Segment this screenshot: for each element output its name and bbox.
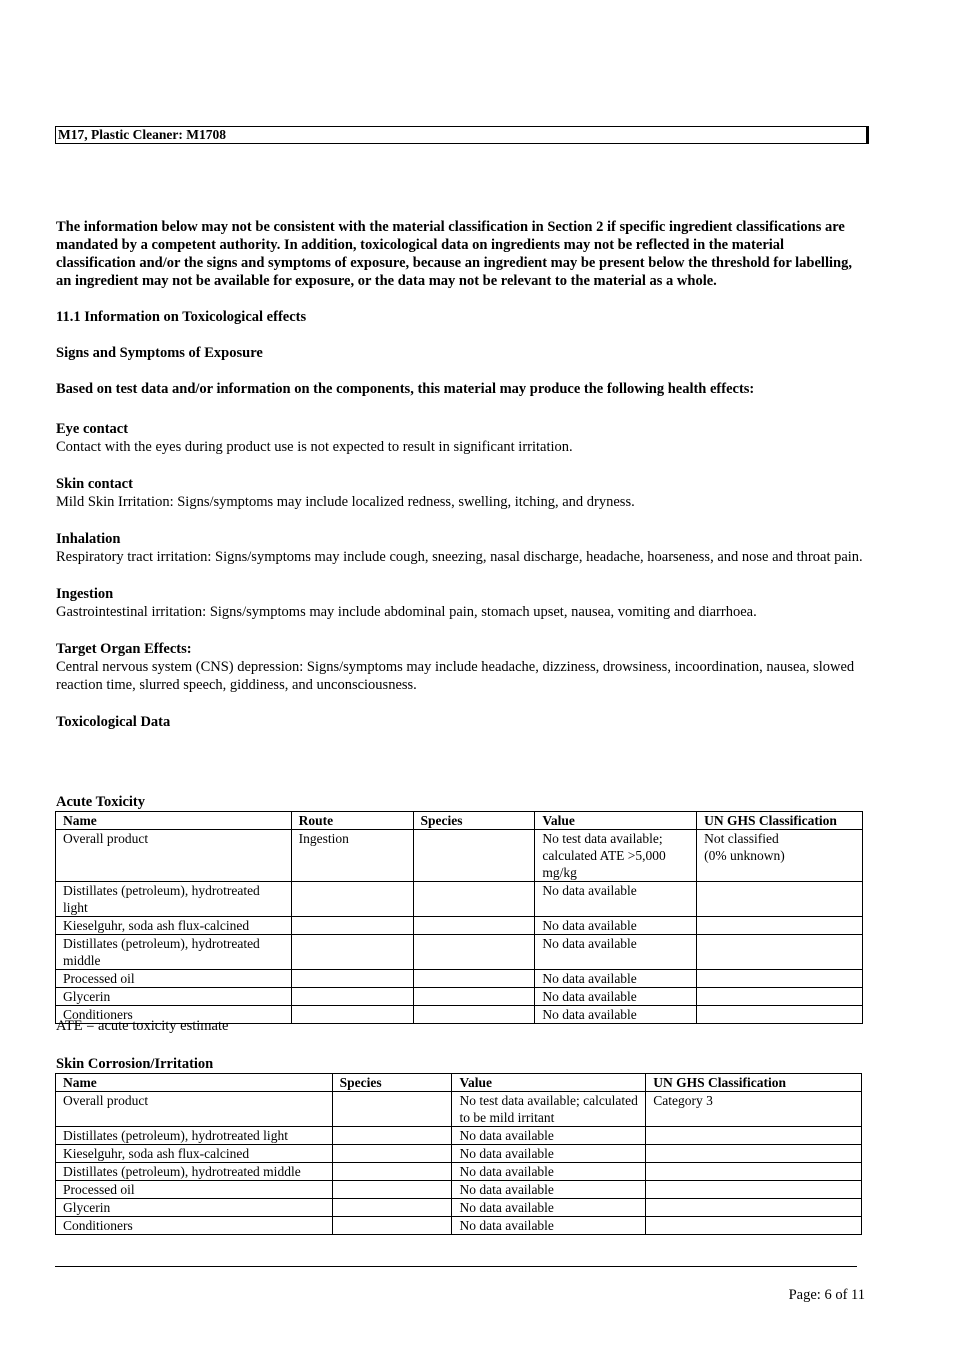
- table-cell: Ingestion: [291, 830, 413, 882]
- table-cell: No data available: [452, 1145, 646, 1163]
- table-cell: Overall product: [56, 830, 292, 882]
- effect-block: [56, 530, 866, 566]
- table-row: [56, 917, 863, 935]
- effect-text: Gastrointestinal irritation: Signs/symptoms may include abdominal pain, stomach upset, nausea, vomiting and diarrhoea.: [56, 604, 757, 620]
- footer-divider: [55, 1266, 857, 1267]
- effect-text: Respiratory tract irritation: Signs/symptoms may include cough, sneezing, nasal discharge, headache, hoarseness, and nose and throat pain.: [56, 549, 863, 565]
- table-cell: No test data available; calculated to be mild irritant: [452, 1092, 646, 1127]
- table-cell: [697, 935, 863, 970]
- table-cell: No data available: [535, 917, 697, 935]
- tox-data-title: Toxicological Data: [56, 714, 171, 730]
- table-row: [56, 1199, 862, 1217]
- section-content: [56, 218, 866, 731]
- table-cell: [332, 1181, 452, 1199]
- table-cell: No data available: [535, 1006, 697, 1024]
- table-cell: [413, 970, 535, 988]
- document-header: M17, Plastic Cleaner: M1708: [55, 126, 869, 144]
- table-row: [56, 882, 863, 917]
- table-cell: [646, 1199, 862, 1217]
- page-number: Page: 6 of 11: [788, 1287, 865, 1303]
- table-cell: No test data available; calculated ATE >5,000 mg/kg: [535, 830, 697, 882]
- table-cell: Kieselguhr, soda ash flux-calcined: [56, 1145, 333, 1163]
- effect-heading: Inhalation: [56, 531, 121, 547]
- column-header: Species: [413, 812, 535, 830]
- effect-heading: Skin contact: [56, 476, 133, 492]
- table-cell: [646, 1145, 862, 1163]
- table-cell: [697, 882, 863, 917]
- table-cell: [332, 1217, 452, 1235]
- table-cell: [413, 830, 535, 882]
- table-cell: [413, 988, 535, 1006]
- effect-heading: Target Organ Effects:: [56, 641, 192, 657]
- table-cell: [697, 988, 863, 1006]
- column-header: Route: [291, 812, 413, 830]
- table-cell: No data available: [535, 935, 697, 970]
- table-cell: [646, 1127, 862, 1145]
- table-row: [56, 988, 863, 1006]
- table-cell: No data available: [452, 1181, 646, 1199]
- table-cell: No data available: [535, 988, 697, 1006]
- table-row: [56, 1145, 862, 1163]
- table-cell: Glycerin: [56, 988, 292, 1006]
- table-cell: [697, 917, 863, 935]
- table-cell: [413, 917, 535, 935]
- table-cell: [332, 1163, 452, 1181]
- table-row: [56, 830, 863, 882]
- table-cell: Conditioners: [56, 1217, 333, 1235]
- table-cell: [291, 988, 413, 1006]
- table-cell: [291, 917, 413, 935]
- table-header-row: [56, 1074, 862, 1092]
- table-row: [56, 1127, 862, 1145]
- table-cell: [332, 1199, 452, 1217]
- table-cell: No data available: [535, 882, 697, 917]
- table-cell: [332, 1092, 452, 1127]
- table-cell: Not classified (0% unknown): [697, 830, 863, 882]
- effect-block: [56, 475, 866, 511]
- column-header: Name: [56, 812, 292, 830]
- effect-text: Mild Skin Irritation: Signs/symptoms may include localized redness, swelling, itching, and dryness.: [56, 494, 635, 510]
- table-cell: Distillates (petroleum), hydrotreated middle: [56, 935, 292, 970]
- table-cell: Processed oil: [56, 1181, 333, 1199]
- effect-block: [56, 420, 866, 456]
- effect-text: Central nervous system (CNS) depression: Signs/symptoms may include headache, dizziness, drowsiness, incoordination, nausea, slowed reaction time, slurred speech, giddiness, and unconsciousness.: [56, 659, 855, 693]
- table-cell: No data available: [452, 1199, 646, 1217]
- effect-block: [56, 640, 866, 694]
- ate-note: ATE = acute toxicity estimate: [56, 1018, 229, 1034]
- acute-toxicity-table: [55, 811, 863, 1024]
- table-cell: [291, 935, 413, 970]
- table-cell: Distillates (petroleum), hydrotreated light: [56, 882, 292, 917]
- table-cell: Conditioners: [56, 1006, 292, 1024]
- effect-block: [56, 585, 866, 621]
- table-cell: [291, 882, 413, 917]
- table-row: [56, 970, 863, 988]
- table-cell: [646, 1181, 862, 1199]
- column-header: Value: [535, 812, 697, 830]
- table-row: [56, 935, 863, 970]
- table-cell: No data available: [452, 1163, 646, 1181]
- table-cell: [291, 970, 413, 988]
- column-header: Species: [332, 1074, 452, 1092]
- table-cell: [646, 1163, 862, 1181]
- table-cell: Distillates (petroleum), hydrotreated middle: [56, 1163, 333, 1181]
- table-cell: [413, 882, 535, 917]
- table-header-row: [56, 812, 863, 830]
- skin-irritation-title: Skin Corrosion/Irritation: [56, 1056, 214, 1072]
- table-cell: Processed oil: [56, 970, 292, 988]
- table-cell: Distillates (petroleum), hydrotreated light: [56, 1127, 333, 1145]
- table-cell: Category 3: [646, 1092, 862, 1127]
- acute-toxicity-title: Acute Toxicity: [56, 794, 146, 810]
- effect-text: Contact with the eyes during product use is not expected to result in significant irritation.: [56, 439, 573, 455]
- column-header: Value: [452, 1074, 646, 1092]
- table-row: [56, 1163, 862, 1181]
- skin-irritation-table: [55, 1073, 862, 1235]
- based-on-statement: Based on test data and/or information on the components, this material may produce the following health effects:: [56, 381, 755, 397]
- column-header: UN GHS Classification: [697, 812, 863, 830]
- table-cell: [697, 1006, 863, 1024]
- table-row: [56, 1092, 862, 1127]
- section-title: 11.1 Information on Toxicological effects: [56, 309, 307, 325]
- table-cell: [291, 1006, 413, 1024]
- intro-paragraph: The information below may not be consistent with the material classification in Section 2 if specific ingredient classifications are mandated by a competent authority. In addition, toxicological data on ingredients may not be reflected in the material classification and/or the signs and symptoms of exposure, because an ingredient may be present below the threshold for labelling, an ingredient may not be available for exposure, or the data may not be relevant to the material as a whole.: [56, 219, 852, 289]
- column-header: Name: [56, 1074, 333, 1092]
- table-cell: No data available: [452, 1217, 646, 1235]
- table-cell: Overall product: [56, 1092, 333, 1127]
- table-cell: [646, 1217, 862, 1235]
- column-header: UN GHS Classification: [646, 1074, 862, 1092]
- table-cell: [332, 1127, 452, 1145]
- table-cell: [413, 935, 535, 970]
- table-cell: Glycerin: [56, 1199, 333, 1217]
- signs-title: Signs and Symptoms of Exposure: [56, 345, 263, 361]
- table-cell: [332, 1145, 452, 1163]
- table-cell: Kieselguhr, soda ash flux-calcined: [56, 917, 292, 935]
- effect-heading: Ingestion: [56, 586, 114, 602]
- table-row: [56, 1217, 862, 1235]
- table-cell: No data available: [452, 1127, 646, 1145]
- table-cell: [413, 1006, 535, 1024]
- table-cell: [697, 970, 863, 988]
- table-cell: No data available: [535, 970, 697, 988]
- effect-heading: Eye contact: [56, 421, 129, 437]
- table-row: [56, 1181, 862, 1199]
